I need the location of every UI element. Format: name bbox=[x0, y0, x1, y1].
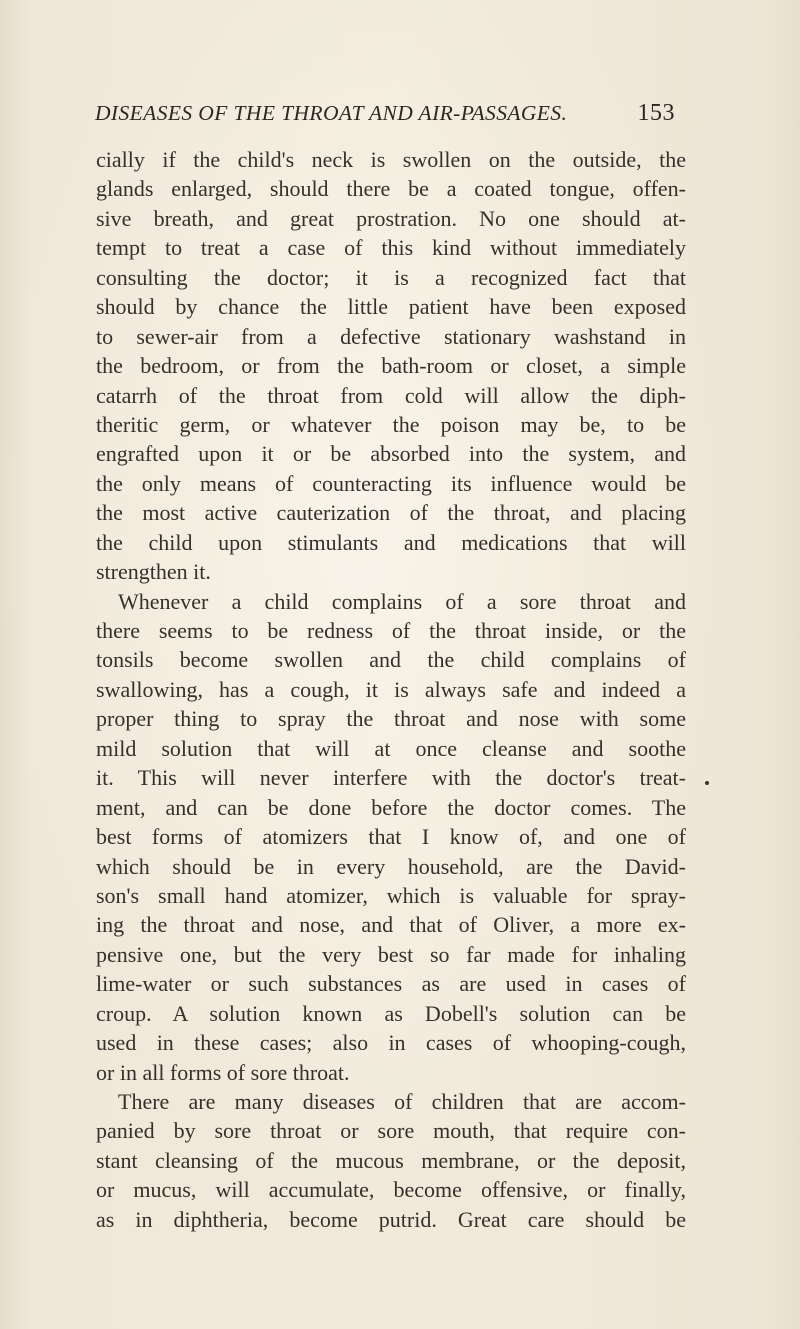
text-line: it. This will never interfere with the doctor's treat- bbox=[96, 765, 686, 791]
running-title: DISEASES OF THE THROAT AND AIR-PASSAGES. bbox=[95, 101, 568, 125]
page-number: 153 bbox=[637, 100, 675, 126]
text-line: tonsils become swollen and the child complains of bbox=[96, 647, 686, 673]
text-line: mild solution that will at once cleanse and soothe bbox=[96, 735, 686, 761]
text-line: stant cleansing of the mucous membrane, or the deposit, bbox=[96, 1147, 686, 1173]
text-line: the only means of counteracting its influence would be bbox=[96, 470, 686, 496]
text-line: or in all forms of sore throat. bbox=[96, 1059, 350, 1085]
text-line: or mucus, will accumulate, become offensive, or finally, bbox=[96, 1177, 686, 1203]
text-line: tempt to treat a case of this kind without immediately bbox=[96, 235, 686, 261]
text-line: strengthen it. bbox=[96, 559, 211, 585]
text-line: There are many diseases of children that are accom- bbox=[118, 1089, 686, 1114]
body-text bbox=[96, 145, 686, 1234]
text-line: there seems to be redness of the throat inside, or the bbox=[96, 618, 686, 643]
text-line: theritic germ, or whatever the poison may be, to be bbox=[96, 411, 686, 437]
text-line: proper thing to spray the throat and nose with some bbox=[96, 706, 686, 732]
text-line: the child upon stimulants and medications that will bbox=[96, 529, 686, 555]
text-line: panied by sore throat or sore mouth, that require con- bbox=[96, 1118, 686, 1144]
text-line: the most active cauterization of the throat, and placing bbox=[96, 500, 686, 526]
text-line: should by chance the little patient have been exposed bbox=[96, 294, 686, 320]
text-line: cially if the child's neck is swollen on the outside, the bbox=[96, 147, 686, 172]
text-line: lime-water or such substances as are used in cases of bbox=[96, 971, 686, 997]
margin-dot bbox=[705, 781, 709, 785]
text-line: best forms of atomizers that I know of, and one of bbox=[96, 824, 686, 850]
text-line: which should be in every household, are the David- bbox=[96, 853, 686, 879]
text-line: son's small hand atomizer, which is valuable for spray- bbox=[96, 882, 686, 908]
text-line: the bedroom, or from the bath-room or closet, a simple bbox=[96, 353, 686, 379]
text-line: as in diphtheria, become putrid. Great care should be bbox=[96, 1206, 686, 1232]
text-line: swallowing, has a cough, it is always safe and indeed a bbox=[96, 676, 686, 702]
text-line: croup. A solution known as Dobell's solution can be bbox=[96, 1000, 686, 1026]
text-line: pensive one, but the very best so far made for inhaling bbox=[96, 941, 686, 967]
text-line: Whenever a child complains of a sore throat and bbox=[118, 588, 686, 614]
text-line: engrafted upon it or be absorbed into the system, and bbox=[96, 441, 686, 467]
text-line: catarrh of the throat from cold will allow the diph- bbox=[96, 382, 686, 408]
text-line: ing the throat and nose, and that of Oliver, a more ex- bbox=[96, 912, 686, 938]
text-line: sive breath, and great prostration. No one should at- bbox=[96, 205, 686, 231]
text-line: glands enlarged, should there be a coated tongue, offen- bbox=[96, 176, 686, 202]
text-line: ment, and can be done before the doctor comes. The bbox=[96, 794, 686, 820]
text-line: consulting the doctor; it is a recognized fact that bbox=[96, 264, 686, 290]
text-line: to sewer-air from a defective stationary washstand in bbox=[96, 323, 686, 349]
text-line: used in these cases; also in cases of whooping-cough, bbox=[96, 1030, 686, 1056]
running-head bbox=[95, 100, 675, 140]
